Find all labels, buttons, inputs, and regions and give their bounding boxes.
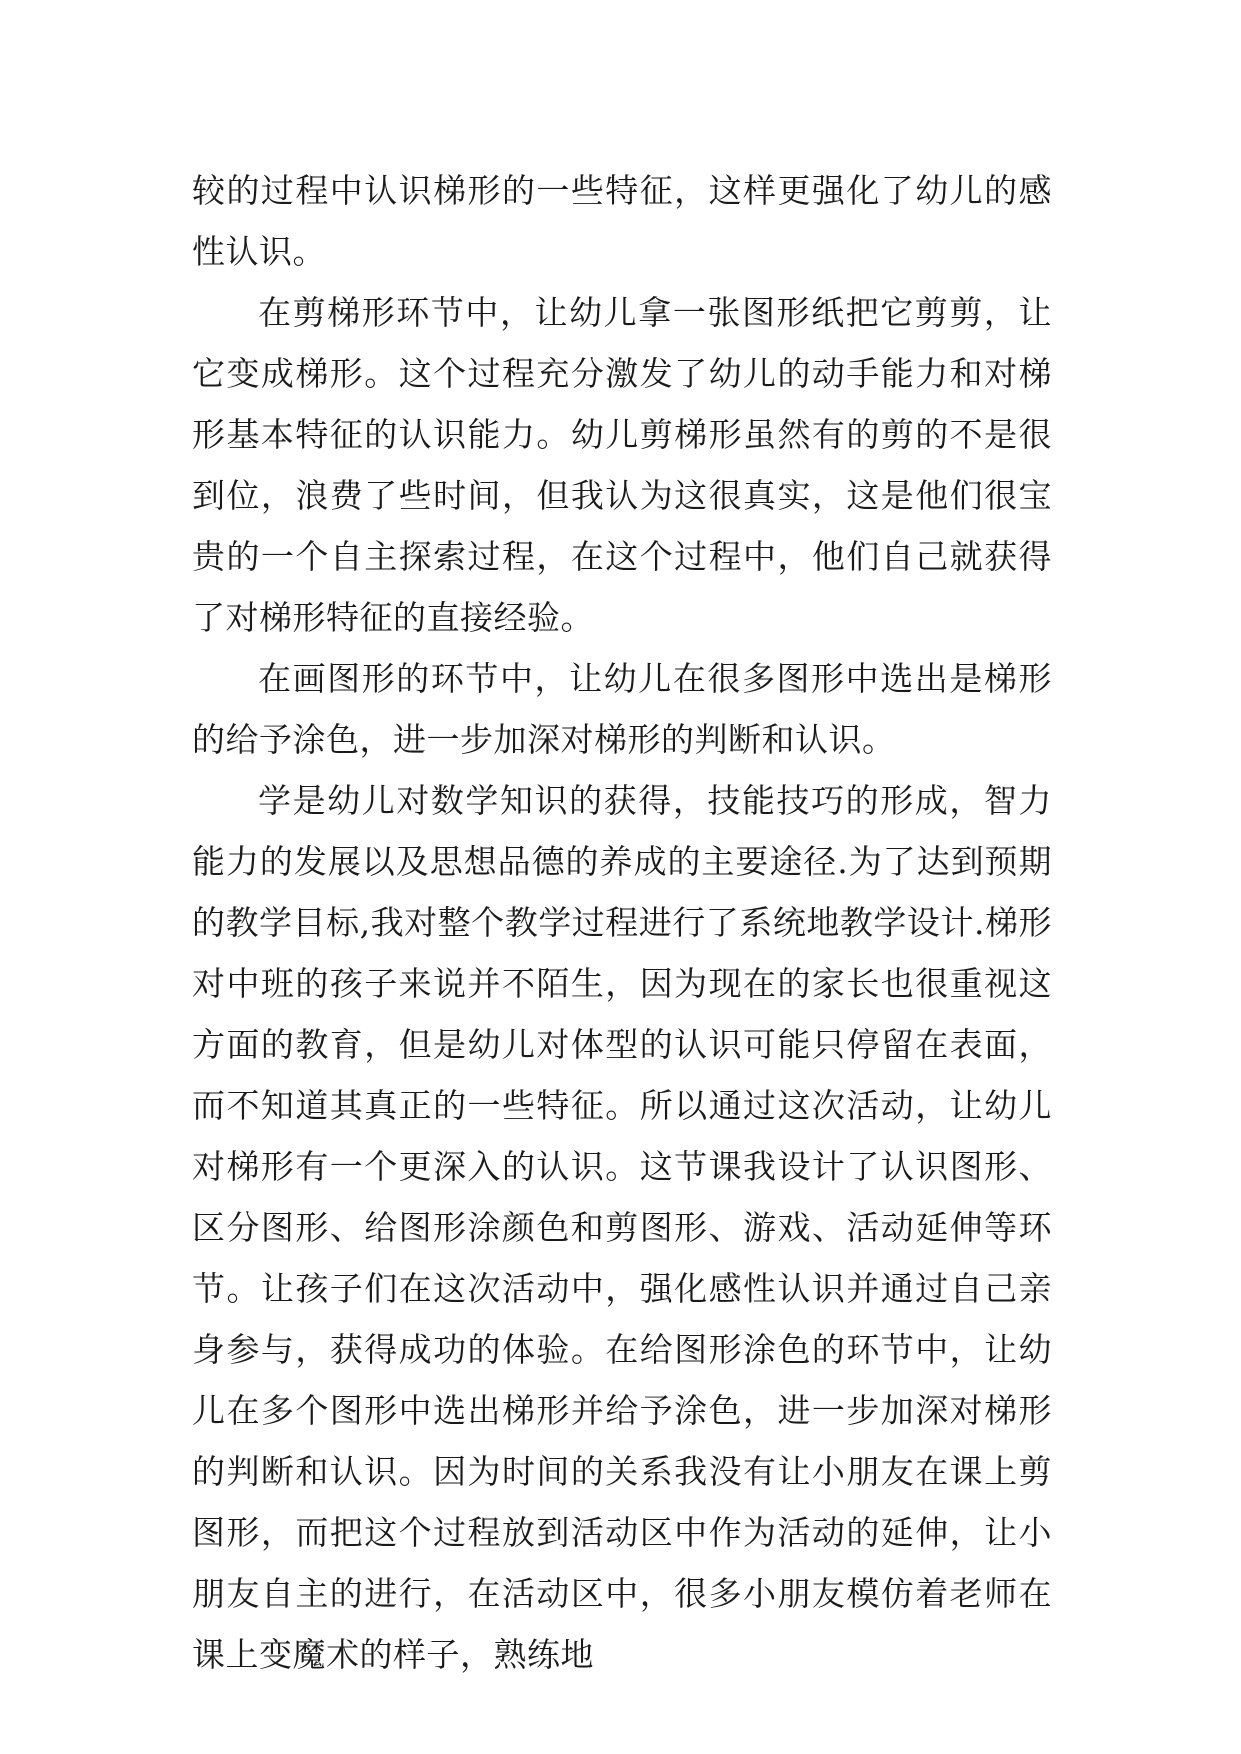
paragraph-continuation: 较的过程中认识梯形的一些特征，这样更强化了幼儿的感性认识。 bbox=[192, 171, 1052, 271]
paragraph-teaching-design: 学是幼儿对数学知识的获得，技能技巧的形成，智力能力的发展以及思想品德的养成的主要途径.为了达到预期的教学目标,我对整个教学过程进行了系统地教学设计.梯形对中班的孩子来说并不陌生，因为现在的家长也很重视这方面的教育，但是幼儿对体型的认识可能只停留在表面，而不知道其真正的一些特征。所以通过这次活动，让幼儿对梯形有一个更深入的认识。这节课我设计了认识图形、区分图形、给图形涂颜色和剪图形、游戏、活动延伸等环节。让孩子们在这次活动中，强化感性认识并通过自己亲身参与，获得成功的体验。在给图形涂色的环节中，让幼儿在多个图形中选出梯形并给予涂色，进一步加深对梯形的判断和认识。因为时间的关系我没有让小朋友在课上剪图形，而把这个过程放到活动区中作为活动的延伸，让小朋友自主的进行，在活动区中，很多小朋友模仿着老师在课上变魔术的样子，熟练地 bbox=[192, 781, 1052, 1674]
document-body bbox=[192, 160, 1052, 1685]
paragraph-cutting-trapezoid: 在剪梯形环节中，让幼儿拿一张图形纸把它剪剪，让它变成梯形。这个过程充分激发了幼儿的动手能力和对梯形基本特征的认识能力。幼儿剪梯形虽然有的剪的不是很到位，浪费了些时间，但我认为这很真实，这是他们很宝贵的一个自主探索过程，在这个过程中，他们自己就获得了对梯形特征的直接经验。 bbox=[192, 293, 1052, 637]
paragraph-drawing-shapes: 在画图形的环节中，让幼儿在很多图形中选出是梯形的给予涂色，进一步加深对梯形的判断和认识。 bbox=[192, 659, 1052, 759]
